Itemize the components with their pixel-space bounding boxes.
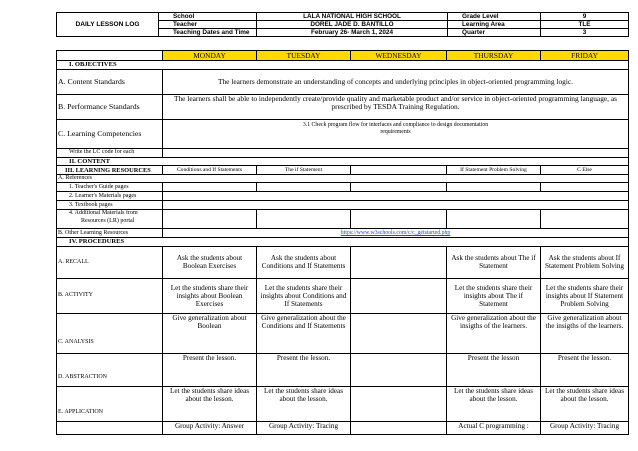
learning-competencies-text: 3.1 Check program flow for interfaces and compliance to design documentation requirements	[163, 120, 629, 149]
teacher-label: Teacher	[159, 21, 257, 29]
recall-tuesday: Ask the students about Conditions and If Statements	[257, 246, 351, 278]
analysis-wednesday	[351, 313, 447, 353]
topic-thursday: If Statement Problem Solving	[447, 166, 541, 175]
lc-code-cell	[163, 149, 629, 158]
additional-materials-label	[57, 210, 163, 229]
am-cell	[351, 210, 447, 229]
abstraction-tuesday: Present the lesson.	[257, 353, 351, 386]
day-tuesday: TUESDAY	[257, 51, 351, 61]
topic-monday: Conditions and If Statements	[163, 166, 257, 175]
last-row-friday: Group Activity: Tracing	[541, 421, 629, 434]
school-value: LALA NATIONAL HIGH SCHOOL	[257, 13, 448, 21]
area-value: TLE	[541, 21, 629, 29]
area-label: Learning Area	[448, 21, 541, 29]
quarter-value: 3	[541, 29, 629, 37]
activity-monday: Let the students share their insights about Boolean Exercises	[163, 278, 257, 313]
activity-tuesday: Let the students share their insights about Conditions and If Statements	[257, 278, 351, 313]
analysis-monday: Give generalization about Boolean	[163, 313, 257, 353]
dates-value: February 26- March 1, 2024	[257, 29, 448, 37]
last-row-label	[57, 421, 163, 434]
tg-cell	[447, 183, 541, 192]
school-label: School	[159, 13, 257, 21]
performance-standards-label: B. Performance Standards	[57, 95, 163, 120]
last-row-monday: Group Activity: Answer	[163, 421, 257, 434]
topic-tuesday: The if Statement	[257, 166, 351, 175]
w3schools-link[interactable]: https://www.w3schools.com/c/c_getstarted.php	[163, 229, 629, 238]
am-cell	[541, 210, 629, 229]
analysis-tuesday: Give generalization about the Conditions and If Statements	[257, 313, 351, 353]
header-table	[56, 12, 629, 37]
analysis-friday: Give generalization about the insigths of the learners.	[541, 313, 629, 353]
performance-standards-text: The learners shall be able to independently create/provide quality and marketable product and/or service in object-oriented programming language, as prescribed by TESDA Training Regulation.	[163, 95, 629, 120]
content-standards-label: A. Content Standards	[57, 70, 163, 95]
lesson-grid	[56, 50, 629, 435]
lm-cell	[163, 192, 629, 201]
activity-thursday: Let the students share their insights about The if Statement	[447, 278, 541, 313]
content-heading: II. CONTENT	[57, 158, 629, 166]
recall-friday: Ask the students about If Statement Problem Solving	[541, 246, 629, 278]
textbook-label: 3. Textbook pages	[57, 201, 163, 210]
teachers-guide-label: 1. Teacher's Guide pages	[57, 183, 163, 192]
learning-competencies-label: C. Learning Competencies	[57, 120, 163, 149]
abstraction-monday: Present the lesson.	[163, 353, 257, 386]
application-tuesday: Let the students share ideas about the lesson.	[257, 386, 351, 421]
application-label: E. APPLICATION	[57, 386, 163, 421]
day-header-blank	[57, 51, 163, 61]
other-resources-label: B. Other Learning Resources	[57, 229, 163, 238]
abstraction-friday: Present the lesson.	[541, 353, 629, 386]
additional-materials-line1: 4. Additional Materials from	[69, 210, 138, 217]
additional-materials-line2: Resources (LR) portal	[81, 217, 135, 224]
teacher-value: DOREL JADE D. BANTILLO	[257, 21, 448, 29]
references-label: A. References	[57, 175, 629, 183]
learning-resources-heading: III. LEARNING RESOURCES	[57, 166, 163, 175]
recall-thursday: Ask the students about The if Statement	[447, 246, 541, 278]
lc-code-label: Write the LC code for each	[57, 149, 163, 158]
tg-cell	[257, 183, 351, 192]
dates-label: Teaching Dates and Time	[159, 29, 257, 37]
procedures-heading: IV. PROCEDURES	[57, 238, 629, 246]
abstraction-wednesday	[351, 353, 447, 386]
grade-value: 9	[541, 13, 629, 21]
am-cell	[447, 210, 541, 229]
day-thursday: THURSDAY	[447, 51, 541, 61]
objectives-heading: I. OBJECTIVES	[57, 61, 629, 70]
day-friday: FRIDAY	[541, 51, 629, 61]
analysis-label: C. ANALYSIS	[57, 313, 163, 353]
abstraction-thursday: Present the lesson	[447, 353, 541, 386]
topic-friday: C Else	[541, 166, 629, 175]
textbook-cell	[163, 201, 629, 210]
quarter-label: Quarter	[448, 29, 541, 37]
analysis-thursday: Give generalization about the insigths of the learners.	[447, 313, 541, 353]
abstraction-label: D. ABSTRACTION	[57, 353, 163, 386]
application-wednesday	[351, 386, 447, 421]
last-row-tuesday: Group Activity: Tracing	[257, 421, 351, 434]
tg-cell	[541, 183, 629, 192]
topic-wednesday	[351, 166, 447, 175]
day-monday: MONDAY	[163, 51, 257, 61]
day-wednesday: WEDNESDAY	[351, 51, 447, 61]
recall-label: A. RECALL	[57, 246, 163, 278]
activity-wednesday	[351, 278, 447, 313]
learners-materials-label: 2. Learner's Materials pages	[57, 192, 163, 201]
tg-cell	[163, 183, 257, 192]
application-monday: Let the students share ideas about the lesson.	[163, 386, 257, 421]
application-thursday: Let the students share ideas about the lesson.	[447, 386, 541, 421]
last-row-wednesday	[351, 421, 447, 434]
content-standards-text: The learners demonstrate an understanding of concepts and underlying principles in object-oriented programming logic.	[163, 70, 629, 95]
last-row-thursday: Actual C programming :	[447, 421, 541, 434]
tg-cell	[351, 183, 447, 192]
am-cell	[163, 210, 257, 229]
recall-monday: Ask the students about Boolean Exercises	[163, 246, 257, 278]
am-cell	[257, 210, 351, 229]
recall-wednesday	[351, 246, 447, 278]
day-header-row	[57, 51, 629, 61]
dll-title: DAILY LESSON LOG	[57, 13, 159, 37]
grade-label: Grade Level	[448, 13, 541, 21]
activity-label: B. ACTIVITY	[57, 278, 163, 313]
application-friday: Let the students share ideas about the lesson.	[541, 386, 629, 421]
activity-friday: Let the students share their insights about If Statement Problem Solving	[541, 278, 629, 313]
